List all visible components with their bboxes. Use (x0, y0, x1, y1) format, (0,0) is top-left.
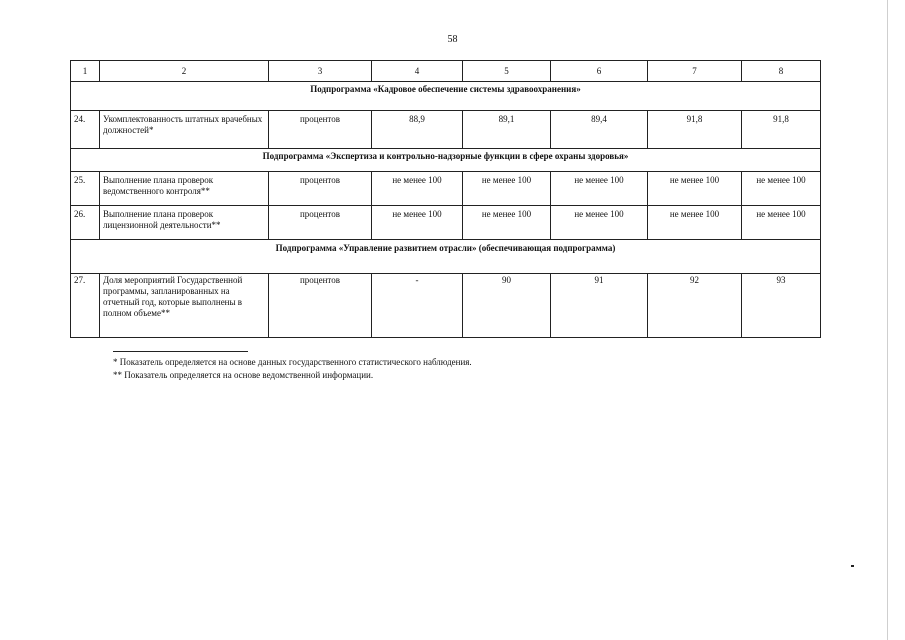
section-row (71, 82, 821, 111)
value-cell: не менее 100 (463, 172, 551, 206)
value-cell: не менее 100 (648, 172, 742, 206)
unit-cell: процентов (269, 274, 372, 338)
column-number: 3 (269, 61, 372, 82)
scan-mark (851, 565, 854, 567)
table-header-row (71, 61, 821, 82)
value-cell: не менее 100 (742, 206, 821, 240)
section-row (71, 149, 821, 172)
value-cell: не менее 100 (648, 206, 742, 240)
scan-edge-line (887, 0, 888, 640)
value-cell: не менее 100 (551, 206, 648, 240)
value-cell: 89,1 (463, 111, 551, 149)
value-cell: не менее 100 (372, 206, 463, 240)
value-cell: не менее 100 (551, 172, 648, 206)
value-cell: 88,9 (372, 111, 463, 149)
table-row (71, 274, 821, 338)
value-cell: 91,8 (742, 111, 821, 149)
section-title: Подпрограмма «Экспертиза и контрольно-надзорные функции в сфере охраны здоровья» (71, 149, 821, 172)
value-cell: 91,8 (648, 111, 742, 149)
value-cell: - (372, 274, 463, 338)
column-number: 8 (742, 61, 821, 82)
column-number: 5 (463, 61, 551, 82)
row-number: 27. (71, 274, 100, 338)
column-number: 4 (372, 61, 463, 82)
table-row (71, 206, 821, 240)
section-row (71, 240, 821, 274)
unit-cell: процентов (269, 172, 372, 206)
page-number: 58 (447, 34, 458, 45)
table-row (71, 172, 821, 206)
value-cell: 93 (742, 274, 821, 338)
footnote: * Показатель определяется на основе данных государственного статистического наблюдения. (113, 357, 472, 367)
value-cell: 91 (551, 274, 648, 338)
column-number: 2 (100, 61, 269, 82)
indicators-table (70, 60, 821, 338)
unit-cell: процентов (269, 206, 372, 240)
table-row (71, 111, 821, 149)
indicator-name: Укомплектованность штатных врачебных должностей* (100, 111, 269, 149)
indicator-name: Доля мероприятий Государственной программы, запланированных на отчетный год, которые выполнены в полном объеме** (100, 274, 269, 338)
footnote: ** Показатель определяется на основе ведомственной информации. (113, 370, 374, 380)
column-number: 6 (551, 61, 648, 82)
row-number: 25. (71, 172, 100, 206)
indicator-name: Выполнение плана проверок лицензионной деятельности** (100, 206, 269, 240)
value-cell: не менее 100 (742, 172, 821, 206)
footnote-divider (113, 351, 248, 352)
column-number: 1 (71, 61, 100, 82)
value-cell: 92 (648, 274, 742, 338)
row-number: 26. (71, 206, 100, 240)
value-cell: 89,4 (551, 111, 648, 149)
section-title: Подпрограмма «Кадровое обеспечение системы здравоохранения» (71, 82, 821, 111)
row-number: 24. (71, 111, 100, 149)
unit-cell: процентов (269, 111, 372, 149)
section-title: Подпрограмма «Управление развитием отрасли» (обеспечивающая подпрограмма) (71, 240, 821, 274)
value-cell: не менее 100 (372, 172, 463, 206)
value-cell: 90 (463, 274, 551, 338)
footnotes (113, 356, 472, 382)
indicator-name: Выполнение плана проверок ведомственного контроля** (100, 172, 269, 206)
value-cell: не менее 100 (463, 206, 551, 240)
column-number: 7 (648, 61, 742, 82)
